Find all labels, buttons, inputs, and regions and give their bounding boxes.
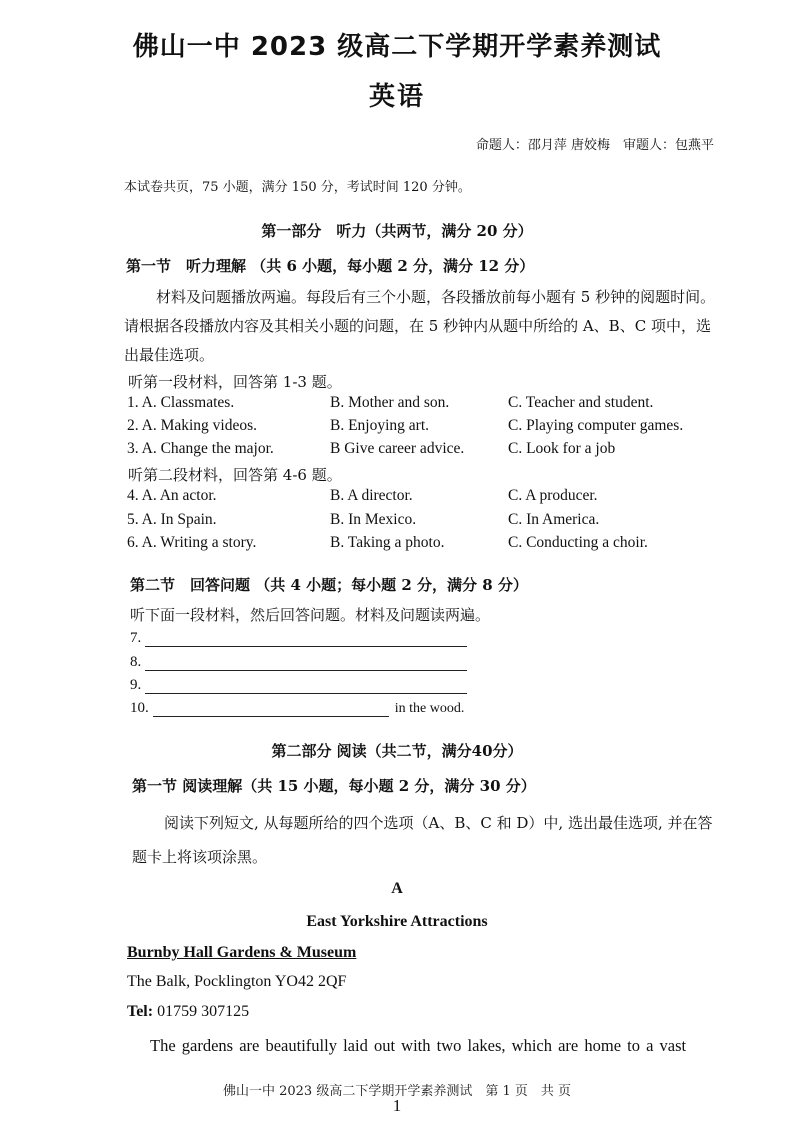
q1-option-b: B. Mother and son. xyxy=(330,394,450,411)
q3-option-b: B Give career advice. xyxy=(330,440,465,457)
group1-label: 听第一段材料，回答第 1-3 题。 xyxy=(128,373,342,391)
q3-option-c: C. Look for a job xyxy=(508,440,616,457)
q2-option-b: B. Enjoying art. xyxy=(330,417,430,434)
part1-section1-heading: 第一节 听力理解 （共 6 小题，每小题 2 分，满分 12 分） xyxy=(126,257,535,275)
group2-label: 听第二段材料，回答第 4-6 题。 xyxy=(128,466,342,484)
passage-body: The gardens are beautifully laid out with two lakes, which are home to a vast xyxy=(150,1036,687,1055)
answer-line xyxy=(145,656,467,671)
q5-option-a: 5. A. In Spain. xyxy=(127,511,217,528)
answer-blank-9 xyxy=(130,677,467,694)
answer-blank-number: 8. xyxy=(130,654,142,670)
q1-option-a: 1. A. Classmates. xyxy=(127,394,235,411)
answer-blank-suffix: in the wood. xyxy=(394,701,465,716)
venue-name: Burnby Hall Gardens & Museum xyxy=(127,944,357,961)
part2-section1-heading: 第一节 阅读理解（共 15 小题，每小题 2 分，满分 30 分） xyxy=(132,777,536,795)
q2-option-a: 2. A. Making videos. xyxy=(127,417,258,434)
answer-blank-number: 7. xyxy=(130,630,142,646)
answer-blank-number: 9. xyxy=(130,677,142,693)
q4-option-a: 4. A. An actor. xyxy=(127,487,217,504)
q1-option-c: C. Teacher and student. xyxy=(508,394,654,411)
exam-title: 佛山一中 2023 级高二下学期开学素养测试 xyxy=(132,32,662,62)
exam-authors: 命题人：邵月萍 唐姣梅 审题人：包燕平 xyxy=(475,138,714,153)
page-number: 1 xyxy=(392,1096,402,1115)
venue-address: The Balk, Pocklington YO42 2QF xyxy=(127,973,347,990)
q5-option-b: B. In Mexico. xyxy=(330,511,417,528)
q4-option-c: C. A producer. xyxy=(508,487,598,504)
answer-line xyxy=(153,702,389,717)
part1-section2-heading: 第二节 回答问题 （共 4 小题；每小题 2 分，满分 8 分） xyxy=(130,576,528,594)
part1-section2-instructions: 听下面一段材料，然后回答问题。材料及问题读两遍。 xyxy=(130,606,491,624)
answer-blank-8 xyxy=(130,654,467,671)
passage-title: East Yorkshire Attractions xyxy=(306,913,488,930)
page-footer: 佛山一中 2023 级高二下学期开学素养测试 第 1 页 共 页 xyxy=(222,1084,572,1099)
venue-phone xyxy=(127,1003,249,1021)
part2-section1-instructions: 阅读下列短文, 从每题所给的四个选项（A、B、C 和 D）中, 选出最佳选项, 并在答题卡上将该项涂黑。 xyxy=(132,814,713,866)
exam-subject: 英语 xyxy=(368,82,425,112)
part1-section1-instructions: 材料及问题播放两遍。每段后有三个小题，各段播放前每小题有 5 秒钟的阅题时间。请根据各段播放内容及其相关小题的问题，在 5 秒钟内从题中所给的 A、B、C 项中，选出最佳选项。 xyxy=(124,288,716,364)
phone-label: Tel: xyxy=(127,1003,154,1020)
answer-blank-number: 10. xyxy=(130,700,149,716)
q2-option-c: C. Playing computer games. xyxy=(508,417,684,434)
answer-blank-10 xyxy=(130,700,464,717)
exam-intro: 本试卷共页，75 小题，满分 150 分，考试时间 120 分钟。 xyxy=(124,180,471,195)
q4-option-b: B. A director. xyxy=(330,487,413,504)
q6-option-b: B. Taking a photo. xyxy=(330,534,445,551)
answer-line xyxy=(145,679,467,694)
q6-option-a: 6. A. Writing a story. xyxy=(127,534,257,551)
passage-letter: A xyxy=(391,880,403,897)
part2-heading: 第二部分 阅读（共二节，满分40分） xyxy=(271,742,523,760)
q5-option-c: C. In America. xyxy=(508,511,600,528)
part1-heading: 第一部分 听力（共两节，满分 20 分） xyxy=(261,222,533,240)
answer-blank-7 xyxy=(130,630,467,647)
q3-option-a: 3. A. Change the major. xyxy=(127,440,274,457)
q6-option-c: C. Conducting a choir. xyxy=(508,534,648,551)
phone-number: 01759 307125 xyxy=(157,1003,250,1020)
answer-line xyxy=(145,632,467,647)
